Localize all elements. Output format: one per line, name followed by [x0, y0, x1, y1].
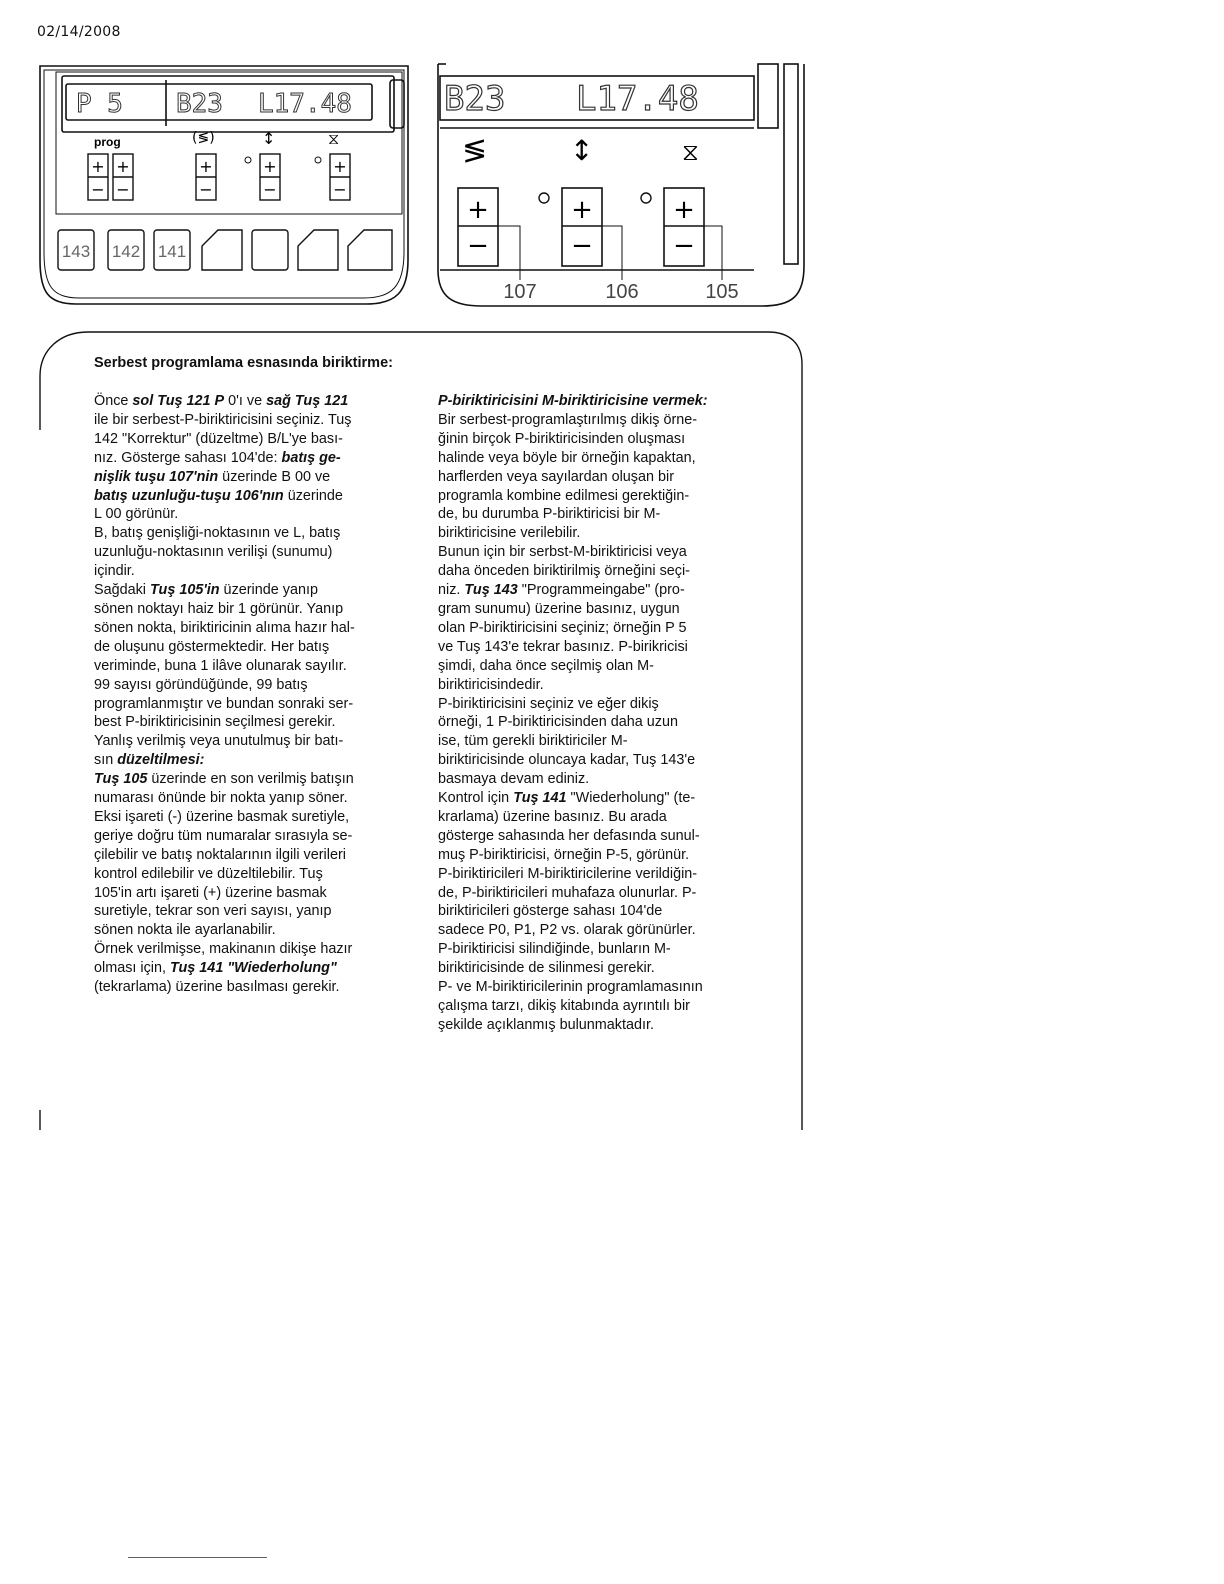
body-text: 0'ı ve: [224, 393, 267, 409]
plus-key-5: +: [333, 157, 347, 176]
callout-106: 106: [605, 281, 639, 303]
emphasis-text: Tuş 141 "Wiederholung": [169, 960, 337, 977]
detail-figure: [432, 60, 812, 312]
minus-key-3: −: [199, 180, 213, 199]
minus-key-105: −: [673, 231, 695, 261]
emphasis-text: batış uzunluğu-tuşu 106'nın: [94, 487, 284, 504]
emphasis-text: Tuş 105'in: [150, 582, 220, 599]
plus-key-4: +: [263, 157, 277, 176]
minus-key-5: −: [333, 180, 347, 199]
detail-indicator: [758, 64, 778, 128]
control-panel-figure: [36, 60, 416, 310]
control-panel-drawing: [36, 60, 416, 310]
width-symbol-icon: (≶): [192, 130, 215, 146]
emphasis-text: P-biriktiricisini M-biriktiricisine vermek:: [438, 393, 708, 409]
detail-drawing: [432, 60, 812, 312]
display-program: P 5: [76, 89, 123, 119]
width-symbol-large-icon: ≶: [462, 133, 488, 168]
emphasis-text: batış ge- nişlik tuşu 107'nin: [94, 449, 341, 485]
plus-key-107: +: [467, 195, 489, 225]
left-column: [94, 392, 422, 997]
section-heading: Serbest programlama esnasında biriktirme:: [94, 355, 393, 371]
plus-key-106: +: [571, 195, 593, 225]
prog-label: prog: [94, 135, 121, 149]
callout-107: 107: [503, 281, 537, 303]
emphasis-text: Tuş 143: [464, 582, 518, 599]
emphasis-text: Tuş 141: [513, 790, 567, 807]
body-text: "Wiederholung" (te- krarlama) üzerine basınız. Bu arada gösterge sahasında her defasında sunul- muş P-biriktiricisi, örneğin P-5, görünür. P-biriktiricileri M-biriktiricilerine verildiğin- de, P-biriktiricileri muhafaza olunurlar. P- biriktiricileri gösterge sahası 104'de sadece P0, P1, P2 vs. olarak görünürler. P-biriktiricisi silindiğinde, bunların M- biriktiricisinde de silinmesi gerekir. P- ve M-biriktiricilerinin programlamasının çalışma tarzı, dikiş kitabında ayrıntılı bir şekilde açıklanmış bulunmaktadır.: [438, 790, 703, 1033]
plus-key-105: +: [673, 195, 695, 225]
body-text: (tekrarlama) üzerine basılması gerekir.: [94, 979, 340, 996]
detail-display-width: B23: [444, 79, 506, 119]
emphasis-text: sol Tuş 121 P: [132, 393, 225, 409]
body-text: "Programmeingabe" (pro- gram sunumu) üzerine basınız, uygun olan P-biriktiricisini seçiniz; örneğin P 5 ve Tuş 143'e tekrar basınız. P-birikricisi şimdi, daha önce seçilmiş olan M- biriktiricisindedir. P-biriktiricisini seçiniz ve eğer dikiş örneği, 1 P-biriktiricisinden daha uzun ise, tüm gerekli biriktiriciler M- biriktiricisinde oluncaya kadar, Tuş 143'e basmaya devam ediniz. Kontrol için: [438, 582, 696, 807]
body-text: Önce: [94, 393, 133, 409]
minus-key-1: −: [91, 180, 105, 199]
minus-key-2: −: [116, 180, 130, 199]
emphasis-text: düzeltilmesi: Tuş 105: [94, 752, 205, 788]
tie-symbol-icon: ⧖: [328, 129, 340, 148]
body-text: üzerinde B 00 ve: [222, 468, 331, 485]
minus-key-107: −: [467, 231, 489, 261]
key-141: 141: [157, 242, 187, 261]
right-column: [438, 392, 768, 1035]
body-text: üzerinde en son verilmiş batışın numarası önünde bir nokta yanıp söner. Eksi işareti (-) üzerine basmak suretiyle, geriye doğru tüm numaralar sırasıyla se- çilebilir ve batış noktalarının ilgili verileri kontrol edilebilir ve düzeltilebilir. Tuş 105'in artı işareti (+) üzerine basmak suretiyle, tekrar son veri sayısı, yanıp sönen nokta ile ayarlanabilir. Örnek verilmişse, makinanın dikişe hazır olması için,: [94, 771, 354, 977]
plus-key-2: +: [116, 157, 130, 176]
minus-key-4: −: [263, 180, 277, 199]
plus-key-1: +: [91, 157, 105, 176]
document-date: 02/14/2008: [37, 24, 121, 40]
plus-key-3: +: [199, 157, 213, 176]
footer-rule: [128, 1557, 267, 1558]
detail-display-length: L17.48: [576, 79, 699, 119]
length-symbol-icon: ↕: [262, 129, 276, 148]
key-142: 142: [111, 242, 141, 261]
body-text: üzerinde yanıp sönen noktayı haiz bir 1 görünür. Yanıp sönen nokta, biriktiricinin alıma hazır hal- de oluşunu göstermektedir. Her batış veriminde, buna 1 ilâve olunarak sayılır. 99 sayısı göründüğünde, 99 batış programlanmıştır ve bundan sonraki ser- best P-biriktiricisinin seçilmesi gerekir. Yanlış verilmiş veya unutulmuş bir batı- sın: [94, 582, 355, 769]
callout-105: 105: [705, 281, 739, 303]
body-text: ile bir serbest-P-biriktiricisini seçiniz. Tuş 142 "Korrektur" (düzeltme) B/L'ye bası- nız. Gösterge sahası 104'de:: [94, 411, 352, 466]
emphasis-text: sağ Tuş 121: [266, 393, 349, 409]
display-length: L17.48: [258, 89, 352, 119]
display-width: B23: [176, 89, 223, 119]
key-143: 143: [61, 242, 91, 261]
body-text: Bir serbest-programlaştırılmış dikiş örne- ğinin birçok P-biriktiricisinden oluşması halinde veya böyle bir örneğin kapaktan, harflerden veya sayılardan oluşan bir programla kombine edilmesi gerektiğin- de, bu durumba P-biriktiricisi bir M- biriktiricisine verilebilir. Bunun için bir serbst-M-biriktiricisi veya daha önceden biriktirilmiş örneğini seçi- niz.: [438, 411, 698, 599]
tie-symbol-large-icon: ⧖: [682, 138, 699, 166]
length-symbol-large-icon: ↕: [570, 134, 594, 167]
body-text: üzerinde L 00 görünür. B, batış genişliği-noktasının ve L, batış uzunluğu-noktasının verilişi (sunumu) içindir. Sağdaki: [94, 487, 343, 599]
minus-key-106: −: [571, 231, 593, 261]
